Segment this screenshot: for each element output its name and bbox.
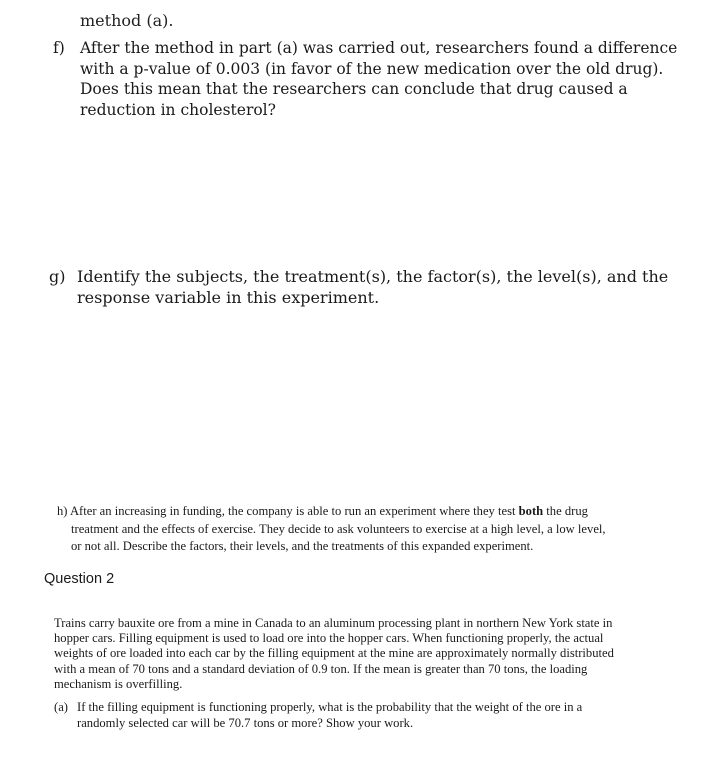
- question-part-h: [57, 503, 677, 556]
- part-g-text: Identify the subjects, the treatment(s), the factor(s), the level(s), and the response variable in this experiment.: [77, 267, 669, 307]
- part-h-rest-text: treatment and the effects of exercise. They decide to ask volunteers to exercise at a high level, a low level, or not all. Describe the factors, their levels, and the treatments of this expanded experiment.: [71, 521, 606, 553]
- part-h-first-line: [57, 503, 677, 521]
- part-g-marker: g): [49, 267, 66, 286]
- part-h-bold-word: both: [518, 504, 544, 518]
- cutoff-previous-line: [80, 11, 174, 31]
- part-f-text: After the method in part (a) was carried out, researchers found a difference with a p-value of 0.003 (in favor of the new medication over the old drug). Does this mean that the researchers can conclude that drug caused a reduction in cholesterol?: [80, 39, 678, 119]
- part-h-marker: h): [57, 504, 68, 518]
- question-2-intro: Trains carry bauxite ore from a mine in Canada to an aluminum processing plant in northern New York state in hopper cars. Filling equipment is used to load ore into the hopper cars. When functioning properly, the actual weights of ore loaded into each car by the filling equipment at the mine are approximately normally distributed with a mean of 70 tons and a standard deviation of 0.9 ton. If the mean is greater than 70 tons, the loading mechanism is overfilling.: [54, 616, 614, 691]
- part-h-line1-after: the drug: [543, 504, 588, 518]
- q2-part-a-text: If the filling equipment is functioning properly, what is the probability that the weight of the ore in a randomly selected car will be 70.7 tons or more? Show your work.: [77, 700, 583, 730]
- part-h-line1-before: After an increasing in funding, the company is able to run an experiment where they test: [67, 504, 519, 518]
- q2-part-a-marker: (a): [54, 700, 68, 714]
- part-f-marker: f): [53, 39, 65, 57]
- question-2-title: Question 2: [44, 571, 115, 587]
- cutoff-text: method (a).: [80, 11, 174, 30]
